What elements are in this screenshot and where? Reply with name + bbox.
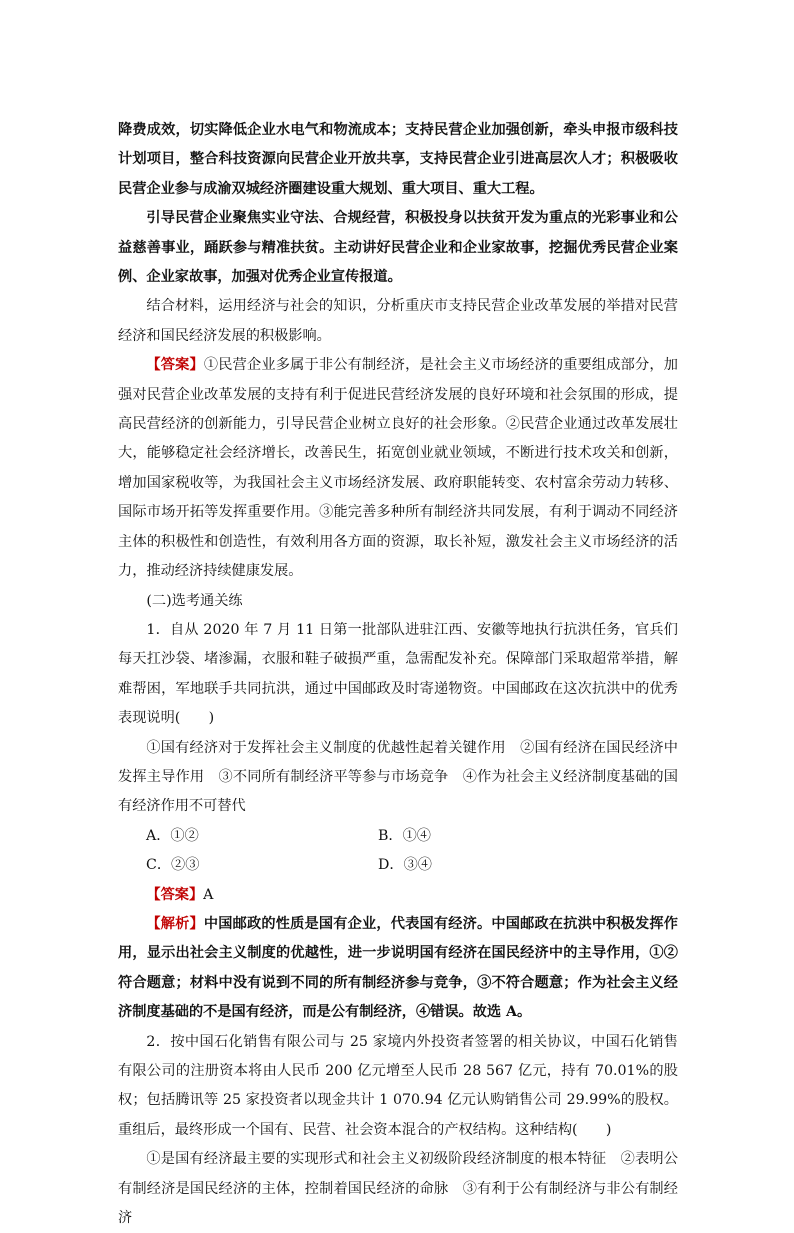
answer-1-tag: 【答案】 bbox=[146, 886, 204, 903]
option-c: C．②③ bbox=[146, 857, 200, 874]
paragraph-measures: 降费成效，切实降低企业水电气和物流成本；支持民营企业加强创新，牵头申报市级科技计划项目，整合科技资源向民营企业开放共享，支持民营企业引进高层次人才；积极吸收民营企业参与成渝双城经济圈建设重大规划、重大项目、重大工程。 bbox=[118, 122, 678, 197]
analysis-paragraph bbox=[118, 910, 678, 1028]
option-d: D．③④ bbox=[378, 857, 432, 874]
document-body bbox=[118, 116, 678, 1233]
answer-paragraph bbox=[118, 351, 678, 586]
paragraph-guidance: 引导民营企业聚焦实业守法、合规经营，积极投身以扶贫开发为重点的光彩事业和公益慈善事业，踊跃参与精准扶贫。主动讲好民营企业和企业家故事，挖掘优秀民营企业案例、企业家故事，加强对优秀企业宣传报道。 bbox=[118, 210, 678, 286]
question-prompt: 结合材料，运用经济与社会的知识，分析重庆市支持民营企业改革发展的举措对民营经济和国民经济发展的积极影响。 bbox=[118, 298, 678, 344]
option-a: A．①② bbox=[146, 827, 199, 844]
question-2: 2．按中国石化销售有限公司与 25 家境内外投资者签署的相关协议，中国石化销售有限公司的注册资本将由人民币 200 亿元增至人民币 28 567 亿元，持有 70.01%的股权；包括腾讯等 25 家投资者以现金共计 1 070.94 亿元认购销售公司 29.99%的股权。重组后，最终形成一个国有、民营、社会资本混合的产权结构。这种结构( ) bbox=[118, 1033, 678, 1138]
analysis-text: 中国邮政的性质是国有企业，代表国有经济。中国邮政在抗洪中积极发挥作用，显示出社会主义制度的优越性，进一步说明国有经济在国民经济中的主导作用，①②符合题意；材料中没有说到不同的所有制经济参与竞争，③不符合题意；作为社会主义经济制度基础的不是国有经济，而是公有制经济，④错误。故选 A。 bbox=[118, 915, 678, 1021]
section-heading: (二)选考通关练 bbox=[146, 592, 243, 609]
answer-text: ①民营企业多属于非公有制经济，是社会主义市场经济的重要组成部分，加强对民营企业改革发展的支持有利于促进民营经济发展的良好环境和社会氛围的形成，提高民营经济的创新能力，引导民营企业树立良好的社会形象。②民营企业通过改革发展壮大，能够稳定社会经济增长，改善民生，拓宽创业就业领域，不断进行技术攻关和创新，增加国家税收等，为我国社会主义市场经济发展、政府职能转变、农村富余劳动力转移、国际市场开拓等发挥重要作用。③能完善多种所有制经济共同发展，有利于调动不同经济主体的积极性和创造性，有效利用各方面的资源，取长补短，激发社会主义市场经济的活力，推动经济持续健康发展。 bbox=[118, 357, 678, 580]
analysis-tag: 【解析】 bbox=[146, 915, 204, 932]
answer-tag: 【答案】 bbox=[146, 357, 204, 374]
options-row-1 bbox=[118, 822, 678, 851]
option-b: B．①④ bbox=[378, 827, 431, 844]
answer-1 bbox=[118, 881, 678, 910]
question-1: 1．自从 2020 年 7 月 11 日第一批部队进驻江西、安徽等地执行抗洪任务，官兵们每天扛沙袋、堵渗漏，衣服和鞋子破损严重，急需配发补充。保障部门采取超常举措，解难帮困，军地联手共同抗洪，通过中国邮政及时寄递物资。中国邮政在这次抗洪中的优秀表现说明( ) bbox=[118, 621, 678, 727]
answer-1-value: A bbox=[203, 886, 214, 903]
options-row-2 bbox=[118, 851, 678, 880]
question-2-items: ①是国有经济最主要的实现形式和社会主义初级阶段经济制度的根本特征 ②表明公有制经济是国民经济的主体，控制着国民经济的命脉 ③有利于公有制经济与非公有制经济 bbox=[118, 1151, 678, 1227]
question-1-items: ①国有经济对于发挥社会主义制度的优越性起着关键作用 ②国有经济在国民经济中发挥主导作用 ③不同所有制经济平等参与市场竞争 ④作为社会主义经济制度基础的国有经济作用不可替代 bbox=[118, 739, 678, 815]
